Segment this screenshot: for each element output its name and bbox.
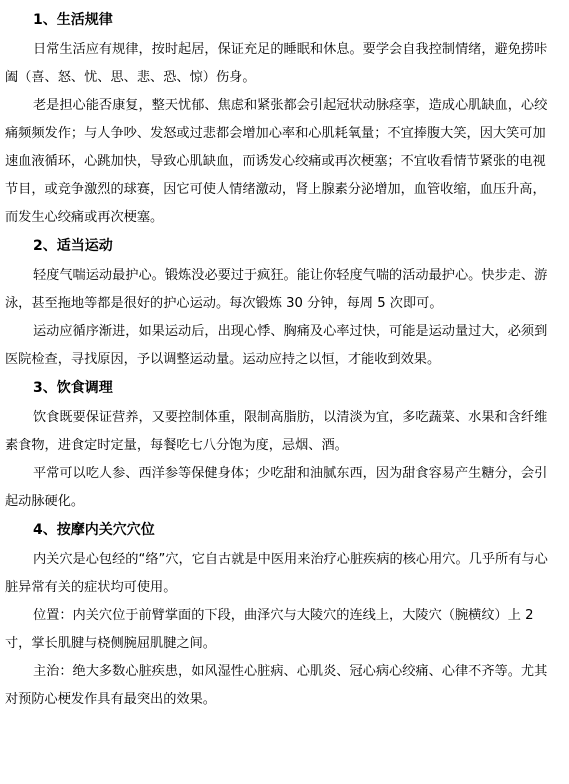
section-neiguan-massage	[5, 520, 557, 714]
paragraph: 饮食既要保证营养，又要控制体重，限制高脂肪，以清淡为宜，多吃蔬菜、水果和含纤维素食物，进食定时定量，每餐吃七八分饱为度，忌烟、酒。	[5, 410, 548, 453]
section-life-regularity	[5, 10, 557, 232]
paragraph: 内关穴是心包经的“络”穴，它自古就是中医用来治疗心脏疾病的核心用穴。几乎所有与心脏异常有关的症状均可使用。	[5, 552, 548, 595]
paragraph: 主治：绝大多数心脏疾患，如风湿性心脏病、心肌炎、冠心病心绞痛、心律不齐等。尤其对预防心梗发作具有最突出的效果。	[5, 664, 548, 707]
section-title: 3、饮食调理	[33, 380, 113, 396]
paragraph: 日常生活应有规律，按时起居，保证充足的睡眠和休息。要学会自我控制情绪，避免捞咔阖（喜、怒、忧、思、悲、恐、惊）伤身。	[5, 42, 548, 85]
section-title: 1、生活规律	[33, 12, 113, 28]
paragraph: 轻度气喘运动最护心。锻炼没必要过于疯狂。能让你轻度气喘的活动最护心。快步走、游泳，甚至拖地等都是很好的护心运动。每次锻炼 30 分钟，每周 5 次即可。	[5, 268, 548, 311]
paragraph: 老是担心能否康复，整天忧郁、焦虑和紧张都会引起冠状动脉痉挛，造成心肌缺血，心绞痛频频发作；与人争吵、发怒或过悲都会增加心率和心肌耗氧量；不宜捧腹大笑，因大笑可加速血液循环，心跳加快，导致心肌缺血，而诱发心绞痛或再次梗塞；不宜收看情节紧张的电视节目，或竞争激烈的球赛，因它可使人情绪激动，肾上腺素分泌增加，血管收缩，血压升高，而发生心绞痛或再次梗塞。	[5, 98, 548, 225]
paragraph: 平常可以吃人参、西洋参等保健身体；少吃甜和油腻东西，因为甜食容易产生糖分，会引起动脉硬化。	[5, 466, 548, 509]
paragraph: 位置：内关穴位于前臂掌面的下段，曲泽穴与大陵穴的连线上，大陵穴（腕横纹）上 2 寸，掌长肌腱与桡侧腕屈肌腱之间。	[5, 608, 534, 651]
section-title: 4、按摩内关穴穴位	[33, 522, 155, 538]
section-title: 2、适当运动	[33, 238, 113, 254]
section-proper-exercise	[5, 236, 557, 374]
paragraph: 运动应循序渐进，如果运动后，出现心悸、胸痛及心率过快，可能是运动量过大，必须到医院检查，寻找原因，予以调整运动量。运动应持之以恒，才能收到效果。	[5, 324, 548, 367]
section-diet	[5, 378, 557, 516]
